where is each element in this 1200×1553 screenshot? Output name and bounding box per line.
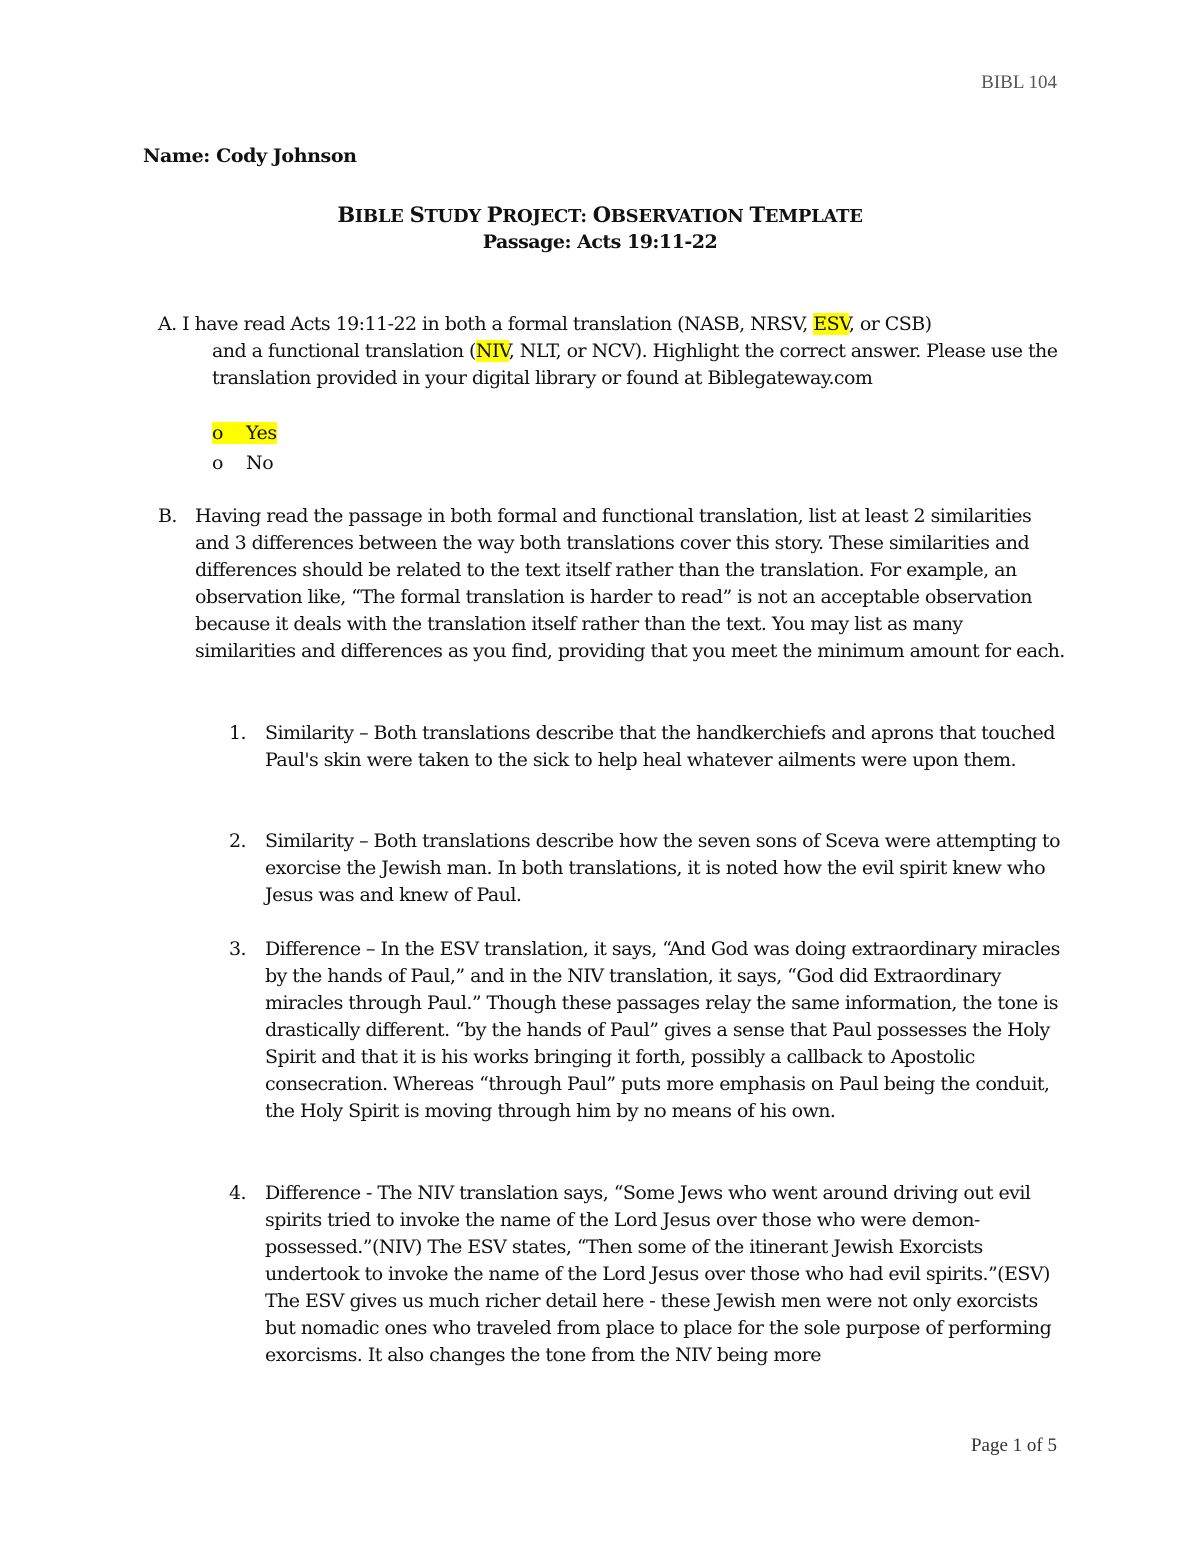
title-word: BIBLE xyxy=(337,202,404,227)
checkbox-bullet: o xyxy=(212,452,224,474)
highlight-niv: NIV xyxy=(475,340,509,362)
title-word: PROJECT: xyxy=(486,202,587,227)
title-word: TEMPLATE xyxy=(749,202,863,227)
option-no[interactable] xyxy=(212,448,277,478)
passage-reference: Passage: Acts 19:11-22 xyxy=(482,231,718,253)
page-title xyxy=(0,202,1200,227)
section-a-line2: and a functional translation (NIV, NLT, or NCV). Highlight the correct answer. Please use the translation provided in your digital library or found at Biblegateway.com xyxy=(212,340,1058,389)
section-a xyxy=(158,311,1058,392)
list-text: Similarity – Both translations describe how the seven sons of Sceva were attempting to exorcise the Jewish man. In both translations, it is noted how the evil spirit knew who Jesus was and knew of Paul. xyxy=(265,830,1060,906)
option-label: No xyxy=(246,452,274,474)
list-number: 1. xyxy=(229,722,247,744)
student-name: Name: Cody Johnson xyxy=(143,145,357,167)
list-number: 2. xyxy=(229,830,247,852)
title-word: STUDY xyxy=(409,202,481,227)
option-yes[interactable] xyxy=(212,418,277,448)
answer-options xyxy=(212,418,277,478)
section-b-instructions: Having read the passage in both formal and functional translation, list at least 2 similarities and 3 differences between the way both translations cover this story. These similarities and differences should be related to the text itself rather than the translation. For example, an observation like, “The formal translation is harder to read” is not an acceptable observation because it deals with the translation itself rather than the text. You may list as many similarities and differences as you find, providing that you meet the minimum amount for each. xyxy=(195,505,1065,662)
section-b-label: B. xyxy=(158,505,177,527)
list-number: 4. xyxy=(229,1182,247,1204)
title-word: OBSERVATION xyxy=(592,202,744,227)
section-a-line1: A. I have read Acts 19:11-22 in both a formal translation (NASB, NRSV, ESV, or CSB) xyxy=(158,313,932,335)
list-text: Similarity – Both translations describe that the handkerchiefs and aprons that touched Paul's skin were taken to the sick to help heal whatever ailments were upon them. xyxy=(265,722,1055,771)
highlight-esv: ESV xyxy=(813,313,849,335)
list-number: 3. xyxy=(229,938,247,960)
page-number: Page 1 of 5 xyxy=(970,1435,1057,1456)
list-text: Difference – In the ESV translation, it says, “And God was doing extraordinary miracles by the hands of Paul,” and in the NIV translation, it says, “God did Extraordinary miracles through Paul.” Though these passages relay the same information, the tone is drastically different. “by the hands of Paul” gives a sense that Paul possesses the Holy Spirit and that it is his works bringing it forth, possibly a callback to Apostolic consecration. Whereas “through Paul” puts more emphasis on Paul being the conduit, the Holy Spirit is moving through him by no means of his own. xyxy=(265,938,1060,1122)
checkbox-bullet: o xyxy=(212,422,224,444)
option-label: Yes xyxy=(246,422,277,444)
course-header: BIBL 104 xyxy=(981,72,1057,93)
section-a-label: A. xyxy=(158,313,177,335)
list-text: Difference - The NIV translation says, “Some Jews who went around driving out evil spirits tried to invoke the name of the Lord Jesus over those who were demon-possessed.”(NIV) The ESV states, “Then some of the itinerant Jewish Exorcists undertook to invoke the name of the Lord Jesus over those who had evil spirits.”(ESV) The ESV gives us much richer detail here - these Jewish men were not only exorcists but nomadic ones who traveled from place to place for the sole purpose of performing exorcisms. It also changes the tone from the NIV being more xyxy=(265,1182,1052,1366)
